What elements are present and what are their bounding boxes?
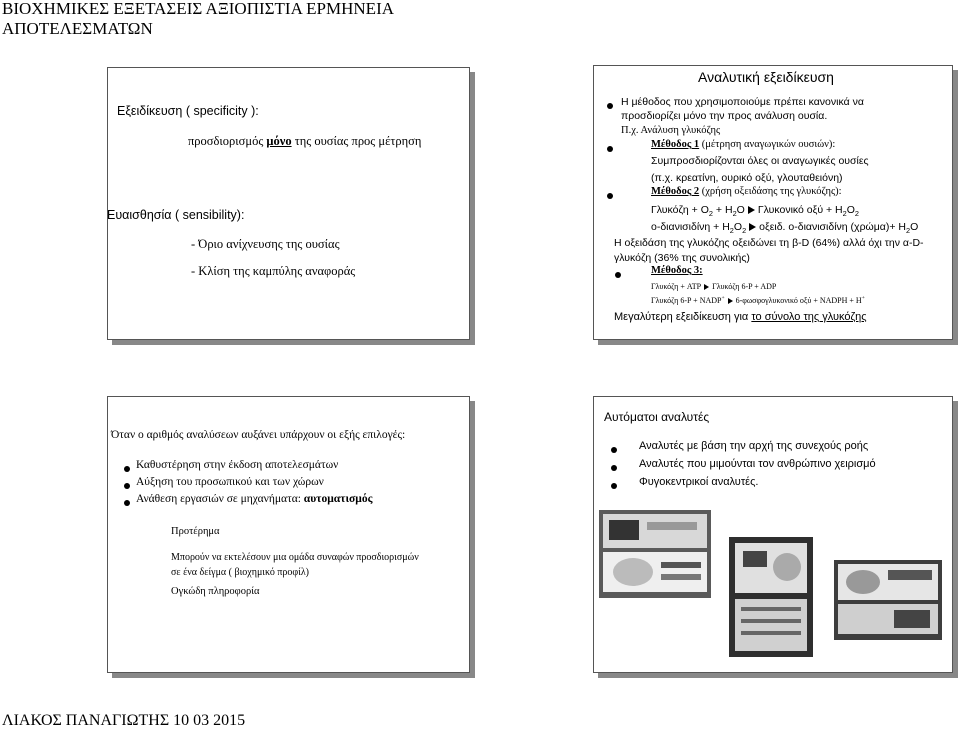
- analyzer-photo-2: [729, 537, 813, 657]
- advantage-text: Μπορούν να εκτελέσουν μια ομάδα συναφών προσδιορισμών σε ένα δείγμα ( βιοχημικό προφίλ): [171, 552, 419, 578]
- method2-equation1: $\Gamma\lambda\upsilon\kappa ό\zeta\eta + O_2 + H_2O$ Γλυκονικό $o\xi ύ + H_2O_2$: [651, 204, 859, 218]
- arrow-icon: [704, 284, 709, 290]
- advantage-title: Προτέρημα: [171, 526, 220, 537]
- method-intro: Η μέθοδος που χρησιμοποιούμε πρέπει κανονικά να προσδιορίζει μόνο την προς ανάλυση ουσία.: [621, 96, 864, 122]
- bullet-icon: [611, 465, 617, 471]
- slide-title: Αναλυτική εξειδίκευση: [698, 69, 834, 85]
- bullet-icon: [611, 447, 617, 453]
- arrow-icon: [749, 223, 756, 231]
- bullet-icon: [607, 103, 613, 109]
- method3-heading: Μέθοδος 3:: [651, 265, 703, 276]
- footer-author: ΛΙΑΚΟΣ ΠΑΝΑΓΙΩΤΗΣ 10 03 2015: [2, 712, 246, 729]
- bullet-icon: [124, 483, 130, 489]
- page-title-line2: ΑΠΟΤΕΛΕΣΜΑΤΩΝ: [2, 19, 153, 38]
- bullet-icon: [124, 466, 130, 472]
- bullet-icon: [124, 500, 130, 506]
- method2-heading: Μέθοδος 2 (χρήση οξειδάσης της γλυκόζης):: [651, 186, 842, 197]
- analyzer-photo-3: [834, 560, 942, 640]
- method1-line3: (π.χ. κρεατίνη, ουρικό οξύ, γλουταθειόνη): [651, 172, 843, 184]
- option-staff: Αύξηση του προσωπικού και των χώρων: [136, 476, 324, 488]
- options-intro: Όταν ο αριθμός αναλύσεων αυξάνει υπάρχουν οι εξής επιλογές:: [111, 429, 406, 441]
- slide-automatic-analyzers: [593, 396, 953, 673]
- arrow-icon: [728, 298, 733, 304]
- analyzer-centrifugal: Φυγοκεντρικοί αναλυτές.: [639, 476, 759, 488]
- example-label: Π.χ. Ανάλυση γλυκόζης: [621, 125, 721, 136]
- bullet-icon: [611, 483, 617, 489]
- page-title-line1: ΒΙΟΧΗΜΙΚΕΣ ΕΞΕΤΑΣΕΙΣ ΑΞΙΟΠΙΣΤΙΑ ΕΡΜΗΝΕΙΑ: [2, 0, 395, 18]
- method1-line2: Συμπροσδιορίζονται όλες οι αναγωγικές ουσίες: [651, 155, 869, 167]
- analyzer-photo-1: [599, 510, 711, 598]
- advantage-info: Ογκώδη πληροφορία: [171, 586, 260, 597]
- option-delay: Καθυστέρηση στην έκδοση αποτελεσμάτων: [136, 459, 339, 471]
- detection-limit-item: - Όριο ανίχνευσης της ουσίας: [191, 237, 340, 251]
- slide-title: Αυτόματοι αναλυτές: [604, 410, 710, 424]
- analyzer-continuous-flow: Αναλυτές με βάση την αρχή της συνεχούς ροής: [639, 440, 869, 452]
- slide-specificity: [107, 67, 470, 340]
- sensibility-heading: Ευαισθησία ( sensibility):: [107, 208, 245, 222]
- conclusion: Μεγαλύτερη εξειδίκευση για το σύνολο της γλυκόζης: [614, 311, 867, 323]
- analyzer-human-mimic: Αναλυτές που μιμούνται τον ανθρώπινο χειρισμό: [639, 458, 876, 470]
- bullet-icon: [607, 146, 613, 152]
- arrow-icon: [748, 206, 755, 214]
- option-automation: Ανάθεση εργασιών σε μηχανήματα: αυτοματισμός: [136, 493, 373, 505]
- method1-heading: Μέθοδος 1 (μέτρηση αναγωγικών ουσιών):: [651, 139, 836, 150]
- bullet-icon: [615, 272, 621, 278]
- oxidase-note: Η οξειδάση της γλυκόζης οξειδώνει τη β-D (64%) αλλά όχι την α-D- γλυκόζη (36% της συνολικής): [614, 237, 924, 264]
- specificity-definition: προσδιορισμός μόνο της ουσίας προς μέτρηση: [188, 134, 422, 148]
- specificity-heading: Εξειδίκευση ( specificity ):: [117, 104, 259, 118]
- method3-equation1: Γλυκόζη + ATP Γλυκόζη 6-P + ADP: [651, 282, 777, 291]
- method2-equation2: $o-\delta\iota\alpha\nu\iota\sigma\iota\delta ί\nu\eta + H_2O_2$ οξειδ. o-διανισιδίνη $(\chi\rho ώ\mu\alpha)+ H_2O$: [651, 221, 919, 235]
- bullet-icon: [607, 193, 613, 199]
- calibration-slope-item: - Κλίση της καμπύλης αναφοράς: [191, 264, 356, 278]
- slide-analytical-specificity: [593, 65, 953, 340]
- slide-automation-options: [107, 396, 470, 673]
- method3-equation2: Γλυκόζη 6-P + NADP+ 6-φωσφογλυκονικό οξύ + NADPH + H+: [651, 295, 865, 305]
